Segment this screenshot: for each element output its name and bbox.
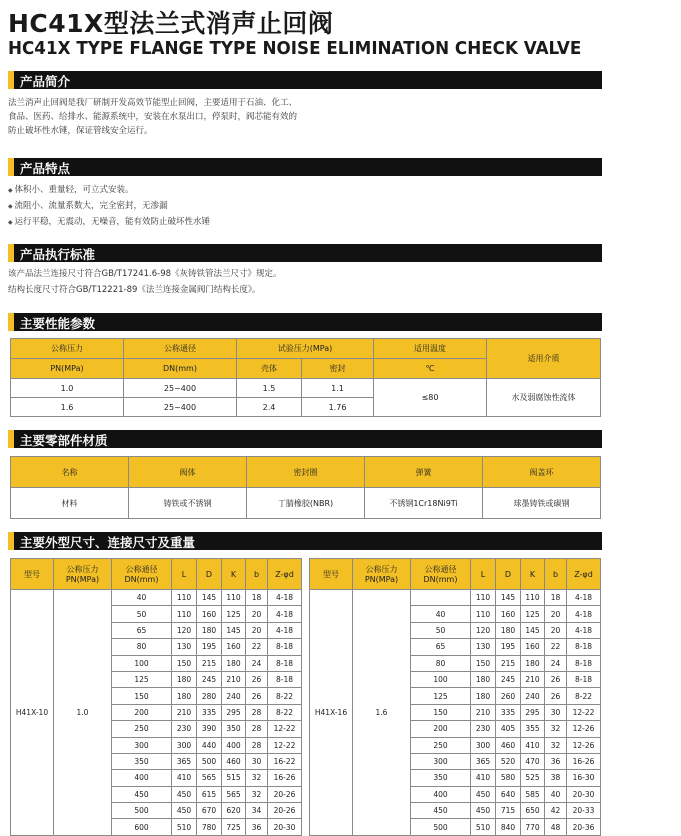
header-seal-ring: 密封圈 [247, 457, 365, 488]
dimensions-table-left [10, 558, 302, 836]
cell-b: 22 [545, 639, 567, 655]
cell-b: 30 [246, 753, 268, 769]
cell-dn: 450 [411, 803, 471, 819]
header-D: D [496, 559, 521, 590]
cell-D: 440 [197, 737, 222, 753]
header-pn-label: 公称压力 [365, 565, 398, 574]
header-dn-unit: DN(mm) [124, 359, 237, 379]
cell-K: 650 [521, 803, 545, 819]
cell-dn: 150 [411, 704, 471, 720]
cell-D: 180 [496, 622, 521, 638]
cell-K: 410 [521, 737, 545, 753]
cell-L: 450 [172, 803, 197, 819]
cell-D: 145 [496, 590, 521, 606]
cell-zd: 16-26 [268, 770, 302, 786]
cell-dn: 40 [411, 606, 471, 622]
cell-zd: 12-22 [268, 721, 302, 737]
cell-L: 110 [172, 590, 197, 606]
cell-b: 28 [246, 721, 268, 737]
header-zd: Z-φd [567, 559, 601, 590]
cell-K: 160 [222, 639, 246, 655]
section-header-materials [8, 430, 602, 448]
header-pn [353, 559, 411, 590]
cell-L: 150 [172, 655, 197, 671]
cell-cover-material: 球墨铸铁或碳钢 [483, 488, 601, 519]
cell-b: 34 [246, 803, 268, 819]
features-list [8, 182, 210, 230]
cell-b: 30 [545, 704, 567, 720]
cell-K: 110 [222, 590, 246, 606]
cell-D: 565 [197, 770, 222, 786]
dimensions-body-right [310, 590, 601, 836]
cell-b: 26 [246, 671, 268, 687]
cell-dn: 400 [411, 786, 471, 802]
page-title: HC41X型法兰式消声止回阀 [8, 9, 334, 38]
cell-dn: 50 [411, 622, 471, 638]
cell-K: 210 [521, 671, 545, 687]
cell-dn: 65 [411, 639, 471, 655]
header-K: K [222, 559, 246, 590]
header-temp: 适用温度 [374, 339, 487, 359]
cell-K: 240 [521, 688, 545, 704]
cell-K: 515 [222, 770, 246, 786]
cell-L: 230 [471, 721, 496, 737]
cell-dn: 65 [112, 622, 172, 638]
cell-temp: ≤80 [374, 379, 487, 417]
cell-dn: 80 [112, 639, 172, 655]
header-cover-ring: 阀盖环 [483, 457, 601, 488]
header-pn-label: 公称压力 [66, 565, 99, 574]
table-row [11, 379, 601, 398]
cell-zd: 4-18 [268, 622, 302, 638]
standard-line: 结构长度尺寸符合GB/T12221-89《法兰连接金属阀门结构长度》。 [8, 285, 261, 295]
cell-K: 725 [222, 819, 246, 835]
intro-line: 防止破坏性水锤，保证管线安全运行。 [8, 126, 153, 136]
cell-K: 295 [222, 704, 246, 720]
cell-b: 24 [246, 655, 268, 671]
cell-pn: 1.0 [11, 379, 124, 398]
cell-K: 125 [222, 606, 246, 622]
cell-zd: 4-18 [567, 622, 601, 638]
cell-zd: 12-22 [268, 737, 302, 753]
cell-K: 565 [222, 786, 246, 802]
table-row [310, 590, 601, 606]
cell-b: 36 [545, 753, 567, 769]
section-title: 产品特点 [20, 161, 71, 176]
cell-D: 260 [496, 688, 521, 704]
cell-model: H41X-10 [11, 590, 54, 836]
cell-zd: 8-18 [567, 639, 601, 655]
header-K: K [521, 559, 545, 590]
page-subtitle-en: HC41X TYPE FLANGE TYPE NOISE ELIMINATION CHECK VALVE [8, 38, 582, 59]
cell-D: 245 [197, 671, 222, 687]
cell-zd: 8-18 [268, 655, 302, 671]
section-header-standards [8, 244, 602, 262]
cell-D: 390 [197, 721, 222, 737]
section-accent-bar [8, 158, 14, 176]
cell-dn: 200 [112, 704, 172, 720]
cell-seal: 1.76 [302, 398, 374, 417]
header-D: D [197, 559, 222, 590]
cell-zd: 8-22 [268, 688, 302, 704]
cell-K: 180 [222, 655, 246, 671]
cell-K: 525 [521, 770, 545, 786]
cell-K: 400 [222, 737, 246, 753]
feature-item: ◆ 流阻小、流量系数大，完全密封，无渗漏 [8, 198, 210, 214]
cell-D: 580 [496, 770, 521, 786]
cell-D: 280 [197, 688, 222, 704]
header-model: 型号 [11, 559, 54, 590]
cell-L: 180 [471, 671, 496, 687]
cell-zd: 8-22 [268, 704, 302, 720]
cell-zd: 20-30 [268, 819, 302, 835]
cell-D: 640 [496, 786, 521, 802]
section-accent-bar [8, 532, 14, 550]
cell-b: 32 [246, 786, 268, 802]
cell-D: 215 [496, 655, 521, 671]
cell-zd: 8-22 [567, 688, 601, 704]
cell-b: 20 [545, 606, 567, 622]
cell-b: 22 [246, 639, 268, 655]
cell-D: 215 [197, 655, 222, 671]
cell-dn: 500 [112, 803, 172, 819]
section-accent-bar [8, 430, 14, 448]
cell-dn: 300 [411, 753, 471, 769]
cell-K: 145 [222, 622, 246, 638]
cell-b: 38 [545, 770, 567, 786]
cell-L: 510 [471, 819, 496, 835]
header-zd: Z-φd [268, 559, 302, 590]
cell-K: 180 [521, 655, 545, 671]
cell-dn: 350 [112, 753, 172, 769]
cell-b: 42 [545, 803, 567, 819]
cell-b: 26 [246, 688, 268, 704]
cell-D: 335 [496, 704, 521, 720]
table-row [11, 488, 601, 519]
cell-seal: 1.1 [302, 379, 374, 398]
cell-L: 300 [172, 737, 197, 753]
cell-b: 48 [545, 819, 567, 835]
cell-L: 510 [172, 819, 197, 835]
cell-zd: 8-18 [268, 639, 302, 655]
section-title: 产品执行标准 [20, 247, 96, 262]
section-header-dimensions [8, 532, 602, 550]
cell-K: 160 [521, 639, 545, 655]
cell-b: 26 [545, 671, 567, 687]
cell-L: 110 [471, 590, 496, 606]
header-model: 型号 [310, 559, 353, 590]
cell-K: 210 [222, 671, 246, 687]
section-accent-bar [8, 313, 14, 331]
cell-K: 145 [521, 622, 545, 638]
cell-L: 410 [471, 770, 496, 786]
cell-b: 28 [246, 737, 268, 753]
cell-media: 水及弱腐蚀性流体 [487, 379, 601, 417]
cell-dn: 250 [112, 721, 172, 737]
cell-b: 32 [246, 770, 268, 786]
section-title: 主要零部件材质 [20, 433, 108, 448]
cell-L: 450 [471, 803, 496, 819]
cell-zd: 20-26 [268, 786, 302, 802]
cell-K: 460 [222, 753, 246, 769]
cell-D: 500 [197, 753, 222, 769]
header-dn: 公称通径 [124, 339, 237, 359]
cell-L: 180 [471, 688, 496, 704]
section-accent-bar [8, 244, 14, 262]
cell-b: 28 [246, 704, 268, 720]
cell-dn: 350 [411, 770, 471, 786]
cell-zd: 20-33 [567, 803, 601, 819]
header-spring: 弹簧 [365, 457, 483, 488]
cell-body-material: 铸铁或不锈钢 [129, 488, 247, 519]
header-name: 名称 [11, 457, 129, 488]
cell-pn: 1.6 [353, 590, 411, 836]
cell-model: H41X-16 [310, 590, 353, 836]
cell-D: 160 [197, 606, 222, 622]
standard-line: 该产品法兰连接尺寸符合GB/T17241.6-98《灰铸铁管法兰尺寸》规定。 [8, 269, 282, 279]
intro-line: 法兰消声止回阀是我厂研制开发高效节能型止回阀，主要适用于石油、化工、 [8, 98, 298, 108]
cell-zd: 4-18 [268, 606, 302, 622]
cell-b: 24 [545, 655, 567, 671]
cell-b: 36 [246, 819, 268, 835]
cell-K: 620 [222, 803, 246, 819]
cell-D: 335 [197, 704, 222, 720]
cell-dn [411, 590, 471, 606]
section-title: 主要性能参数 [20, 316, 96, 331]
table-row [11, 590, 302, 606]
cell-L: 230 [172, 721, 197, 737]
cell-b: 20 [545, 622, 567, 638]
materials-table [10, 456, 601, 519]
cell-K: 240 [222, 688, 246, 704]
cell-D: 715 [496, 803, 521, 819]
header-pn-unit: PN(MPa) [65, 575, 100, 584]
cell-L: 365 [172, 753, 197, 769]
header-dn-unit: DN(mm) [124, 575, 159, 584]
cell-D: 460 [496, 737, 521, 753]
cell-dn: 450 [112, 786, 172, 802]
cell-L: 210 [172, 704, 197, 720]
cell-dn: 200 [411, 721, 471, 737]
header-b: b [246, 559, 268, 590]
cell-spring-material: 不锈钢1Cr18Ni9Ti [365, 488, 483, 519]
cell-D: 670 [197, 803, 222, 819]
section-header-intro [8, 71, 602, 89]
cell-L: 180 [172, 688, 197, 704]
cell-L: 410 [172, 770, 197, 786]
cell-zd: 20-26 [268, 803, 302, 819]
header-b: b [545, 559, 567, 590]
cell-pn: 1.6 [11, 398, 124, 417]
feature-item: ◆ 体积小、重量轻，可立式安装。 [8, 182, 210, 198]
cell-b: 18 [545, 590, 567, 606]
cell-zd: 8-18 [268, 671, 302, 687]
section-title: 主要外型尺寸、连接尺寸及重量 [20, 535, 196, 550]
cell-b: 26 [545, 688, 567, 704]
cell-zd: 16-30 [567, 770, 601, 786]
cell-b: 20 [246, 622, 268, 638]
intro-line: 食品、医药、给排水、能源系统中，安装在水泵出口，停泵时，阀芯能有效的 [8, 112, 298, 122]
cell-dn: 100 [112, 655, 172, 671]
header-L: L [471, 559, 496, 590]
cell-zd: 8-18 [567, 671, 601, 687]
cell-D: 245 [496, 671, 521, 687]
cell-K: 355 [521, 721, 545, 737]
section-header-features [8, 158, 602, 176]
cell-L: 300 [471, 737, 496, 753]
cell-D: 145 [197, 590, 222, 606]
intro-paragraph [8, 96, 297, 138]
header-pn-unit: PN(MPa) [11, 359, 124, 379]
cell-L: 120 [172, 622, 197, 638]
cell-K: 125 [521, 606, 545, 622]
cell-b: 32 [545, 721, 567, 737]
header-pn [54, 559, 112, 590]
cell-K: 585 [521, 786, 545, 802]
header-dn [411, 559, 471, 590]
cell-zd: 16-22 [268, 753, 302, 769]
cell-L: 210 [471, 704, 496, 720]
cell-L: 120 [471, 622, 496, 638]
feature-item: ◆ 运行平稳，无震动，无噪音，能有效防止破坏性水锤 [8, 214, 210, 230]
cell-L: 130 [172, 639, 197, 655]
cell-pn: 1.0 [54, 590, 112, 836]
dimensions-table-right [309, 558, 601, 836]
cell-dn: 600 [112, 819, 172, 835]
cell-dn: 400 [112, 770, 172, 786]
header-pn-unit: PN(MPa) [364, 575, 399, 584]
cell-shell: 1.5 [237, 379, 302, 398]
cell-b: 18 [246, 590, 268, 606]
section-header-performance [8, 313, 602, 331]
cell-dn: 250 [411, 737, 471, 753]
cell-K: 110 [521, 590, 545, 606]
cell-zd: 4-18 [268, 590, 302, 606]
header-dn-label: 公称通径 [424, 565, 457, 574]
cell-K: 295 [521, 704, 545, 720]
section-title: 产品简介 [20, 74, 71, 89]
cell-shell: 2.4 [237, 398, 302, 417]
cell-D: 195 [496, 639, 521, 655]
cell-zd: 12-26 [567, 721, 601, 737]
cell-b: 40 [545, 786, 567, 802]
cell-dn: 300 [112, 737, 172, 753]
cell-D: 520 [496, 753, 521, 769]
cell-K: 350 [222, 721, 246, 737]
cell-D: 195 [197, 639, 222, 655]
header-temp-unit: ℃ [374, 359, 487, 379]
cell-zd: 20-36 [567, 819, 601, 835]
cell-L: 130 [471, 639, 496, 655]
cell-dn: 125 [112, 671, 172, 687]
cell-zd: 16-26 [567, 753, 601, 769]
section-accent-bar [8, 71, 14, 89]
header-dn [112, 559, 172, 590]
cell-K: 770 [521, 819, 545, 835]
cell-zd: 12-22 [567, 704, 601, 720]
header-dn-label: 公称通径 [125, 565, 158, 574]
cell-dn: 80 [411, 655, 471, 671]
cell-material-label: 材料 [11, 488, 129, 519]
cell-D: 780 [197, 819, 222, 835]
cell-dn: 40 [112, 590, 172, 606]
cell-zd: 12-26 [567, 737, 601, 753]
header-dn-unit: DN(mm) [423, 575, 458, 584]
header-test-pressure: 试验压力(MPa) [237, 339, 374, 359]
performance-table [10, 338, 601, 417]
header-L: L [172, 559, 197, 590]
cell-dn: 25~400 [124, 398, 237, 417]
standards-paragraph [8, 266, 282, 298]
cell-D: 615 [197, 786, 222, 802]
cell-D: 405 [496, 721, 521, 737]
cell-D: 180 [197, 622, 222, 638]
cell-L: 450 [471, 786, 496, 802]
cell-D: 160 [496, 606, 521, 622]
cell-dn: 100 [411, 671, 471, 687]
cell-dn: 125 [411, 688, 471, 704]
header-media: 适用介质 [487, 339, 601, 379]
cell-dn: 500 [411, 819, 471, 835]
header-body: 阀体 [129, 457, 247, 488]
cell-dn: 50 [112, 606, 172, 622]
cell-zd: 8-18 [567, 655, 601, 671]
cell-zd: 4-18 [567, 606, 601, 622]
cell-zd: 4-18 [567, 590, 601, 606]
cell-K: 470 [521, 753, 545, 769]
cell-dn: 150 [112, 688, 172, 704]
cell-L: 365 [471, 753, 496, 769]
dimensions-body-left [11, 590, 302, 836]
cell-D: 840 [496, 819, 521, 835]
header-pn: 公称压力 [11, 339, 124, 359]
cell-dn: 25~400 [124, 379, 237, 398]
cell-L: 110 [471, 606, 496, 622]
header-shell: 壳体 [237, 359, 302, 379]
cell-L: 180 [172, 671, 197, 687]
cell-L: 110 [172, 606, 197, 622]
cell-zd: 20-30 [567, 786, 601, 802]
cell-L: 150 [471, 655, 496, 671]
cell-L: 450 [172, 786, 197, 802]
header-seal: 密封 [302, 359, 374, 379]
cell-b: 32 [545, 737, 567, 753]
cell-seal-material: 丁腈橡胶(NBR) [247, 488, 365, 519]
cell-b: 20 [246, 606, 268, 622]
